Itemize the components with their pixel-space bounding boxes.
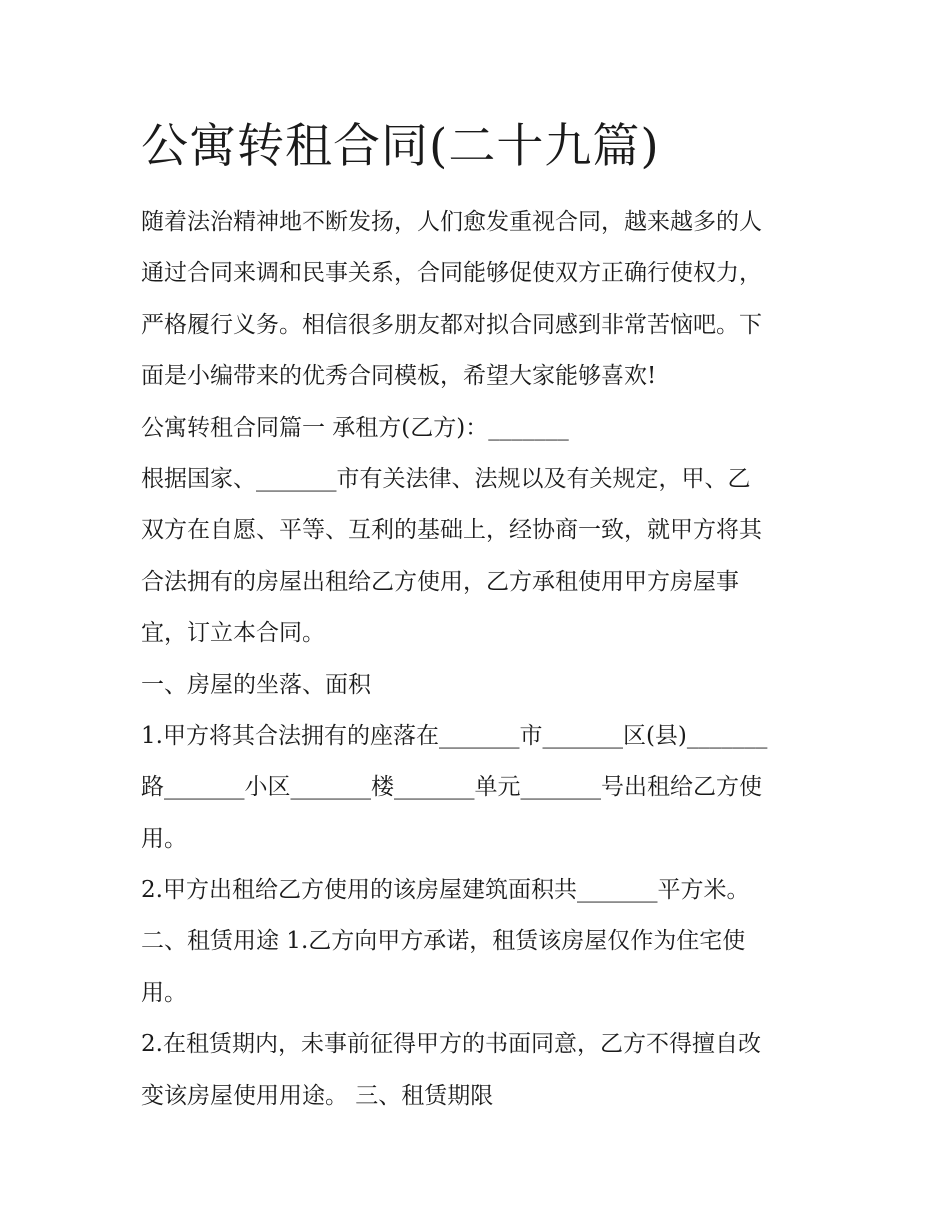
body-line: 2.在租赁期内，未事前征得甲方的书面同意，乙方不得擅自改 <box>141 1031 761 1058</box>
body-line: 1.甲方将其合法拥有的座落在_______市_______区(县)_______ <box>141 722 768 749</box>
body-line: 用。 <box>141 825 187 852</box>
body-line: 根据国家、_______市有关法律、法规以及有关规定，甲、乙 <box>141 465 751 492</box>
body-line: 通过合同来调和民事关系，合同能够促使双方正确行使权力， <box>141 260 762 287</box>
document-body <box>141 197 821 1122</box>
body-line: 变该房屋使用用途。 三、租赁期限 <box>141 1082 494 1109</box>
body-line: 公寓转租合同篇一 承租方(乙方)：_______ <box>141 414 569 441</box>
body-line: 面是小编带来的优秀合同模板，希望大家能够喜欢! <box>141 363 657 390</box>
body-line: 随着法治精神地不断发扬，人们愈发重视合同，越来越多的人 <box>141 209 762 235</box>
body-line: 宜，订立本合同。 <box>141 620 325 647</box>
body-line: 合法拥有的房屋出租给乙方使用，乙方承租使用甲方房屋事 <box>141 568 739 595</box>
body-line: 2.甲方出租给乙方使用的该房屋建筑面积共_______平方米。 <box>141 877 750 904</box>
body-line: 严格履行义务。相信很多朋友都对拟合同感到非常苦恼吧。下 <box>141 311 762 338</box>
body-line: 用。 <box>141 979 187 1006</box>
document-title: 公寓转租合同(二十九篇) <box>141 119 660 174</box>
body-line: 路_______小区_______楼_______单元_______号出租给乙方使 <box>141 774 762 801</box>
body-line: 双方在自愿、平等、互利的基础上，经协商一致，就甲方将其 <box>141 517 762 544</box>
body-line: 二、租赁用途 1.乙方向甲方承诺，租赁该房屋仅作为住宅使 <box>141 928 746 955</box>
section-heading: 一、房屋的坐落、面积 <box>141 671 371 698</box>
